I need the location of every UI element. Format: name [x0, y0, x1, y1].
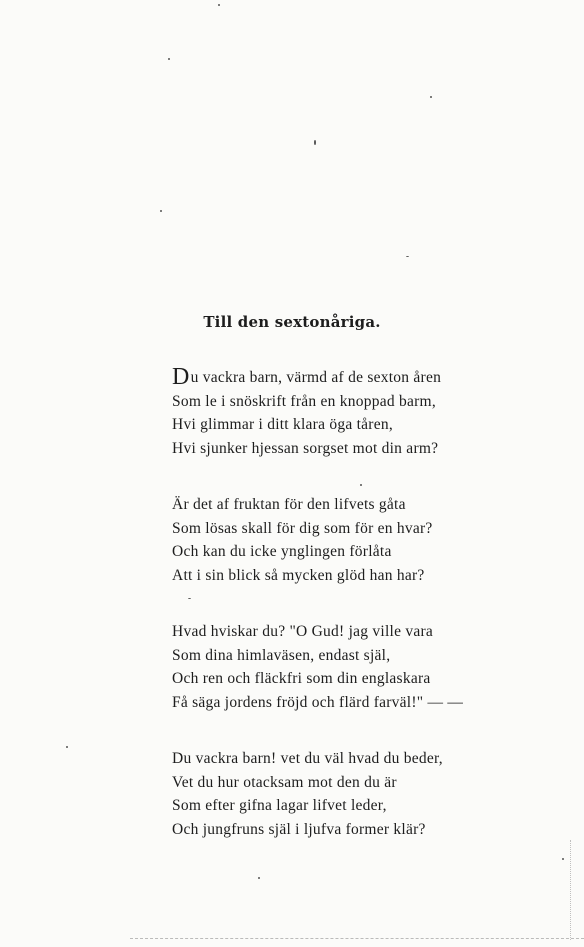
poem-line: Som efter gifna lagar lifvet leder,	[172, 797, 387, 814]
poem-line: Hvi sjunker hjessan sorgset mot din arm?	[172, 439, 439, 457]
poem-line: Och kan du icke ynglingen förlåta	[172, 543, 392, 560]
poem-line: Som lösas skall för dig som för en hvar?	[172, 519, 433, 537]
poem-line: Hvi glimmar i ditt klara öga tåren,	[172, 416, 393, 433]
paper-speck	[314, 140, 316, 145]
paper-speck	[430, 96, 432, 98]
poem-line-text: u vackra barn, värmd af de sexton åren	[190, 369, 442, 386]
poem-line	[172, 366, 512, 390]
paper-speck	[406, 256, 409, 257]
scan-edge-noise	[570, 840, 573, 940]
poem-line: Som dina himlaväsen, endast själ,	[172, 646, 391, 664]
drop-cap: D	[172, 364, 190, 390]
stanza-4	[172, 747, 512, 841]
paper-speck	[160, 210, 162, 212]
poem-line: Och jungfruns själ i ljufva former klär?	[172, 820, 426, 838]
stanza-1	[172, 366, 512, 460]
scan-edge-noise	[130, 938, 584, 942]
paper-speck	[562, 858, 564, 860]
poem-line: Som le i snöskrift från en knoppad barm,	[172, 392, 436, 410]
paper-speck	[66, 746, 68, 748]
paper-speck	[258, 877, 260, 879]
poem-line: Vet du hur otacksam mot den du är	[172, 773, 397, 791]
poem-line: Är det af fruktan för den lifvets gåta	[172, 496, 406, 513]
paper-speck	[218, 4, 220, 6]
poem-line: Och ren och fläckfri som din englaskara	[172, 670, 431, 687]
poem-line: Hvad hviskar du? "O Gud! jag ville vara	[172, 623, 433, 640]
poem-line: Att i sin blick så mycken glöd han har?	[172, 566, 425, 584]
poem-line: Du vackra barn! vet du väl hvad du beder,	[172, 750, 443, 767]
stanza-2	[172, 493, 512, 587]
poem-body	[172, 366, 512, 874]
poem-title: Till den sextonåriga.	[203, 313, 381, 331]
paper-speck	[168, 58, 170, 60]
poem-line: Få säga jordens fröjd och flärd farväl!" — —	[172, 693, 464, 711]
stanza-3	[172, 620, 512, 714]
